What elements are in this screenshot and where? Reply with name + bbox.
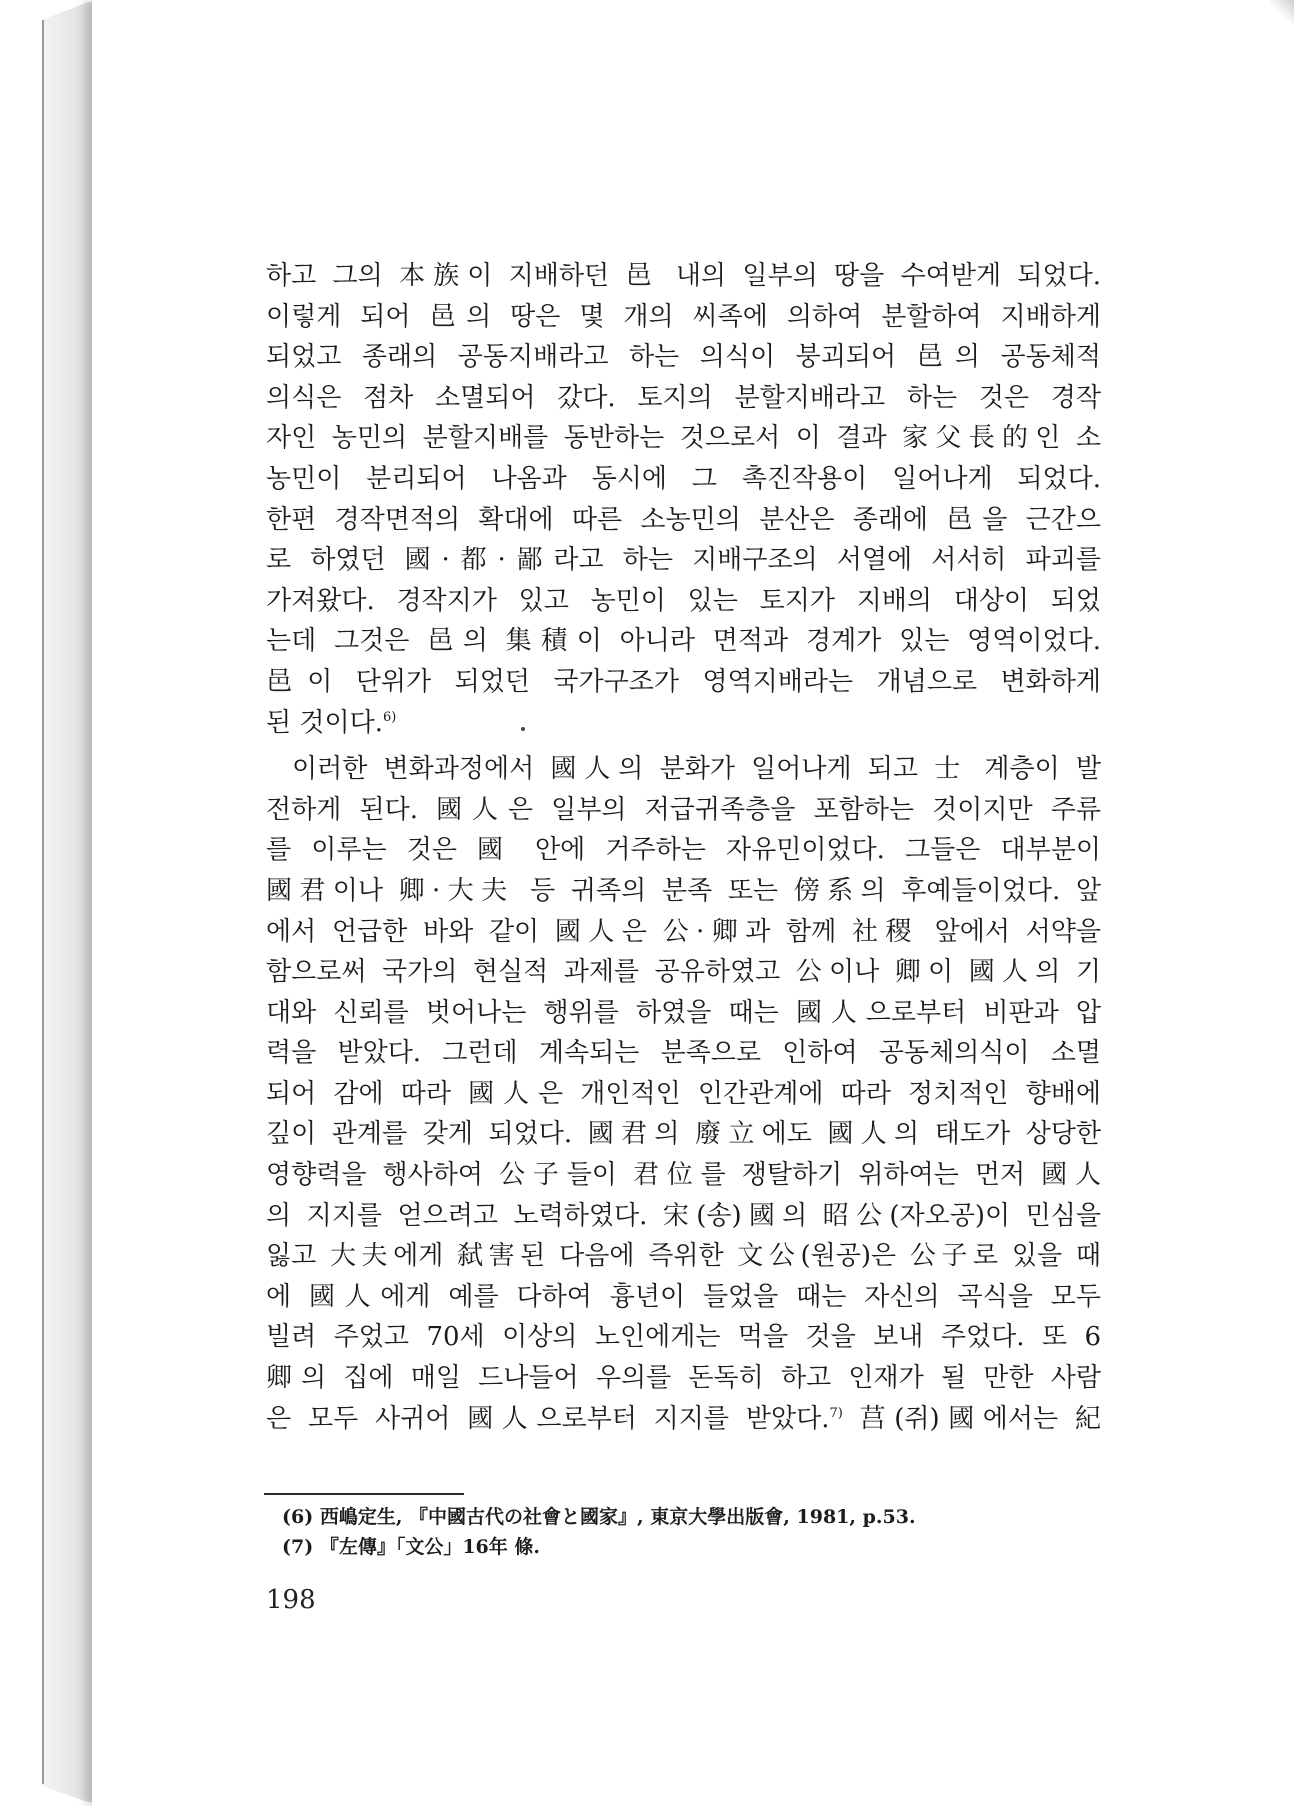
- body-line: 잃고 大夫에게 弑害된 다음에 즉위한 文公(원공)은 公子로 있을 때: [266, 1241, 1101, 1272]
- body-line-text: 된 것이다.: [266, 707, 383, 738]
- body-line: 의 지지를 얻으려고 노력하였다. 宋(송)國의 昭公(자오공)이 민심을: [266, 1200, 1101, 1231]
- page-corner: [1270, 0, 1294, 24]
- footnote: (7) 『左傳』「文公」16年 條.: [282, 1536, 540, 1558]
- body-line: 의식은 점차 소멸되어 갔다. 토지의 분할지배라고 하는 것은 경작: [266, 382, 1101, 413]
- body-line-text: 莒(쥐)國에서는 紀: [859, 1403, 1101, 1434]
- body-line: 자인 농민의 분할지배를 동반하는 것으로서 이 결과 家父長的인 소: [266, 423, 1101, 454]
- body-line-text: 은 모두 사귀어 國人으로부터 지지를 받았다.: [266, 1403, 830, 1434]
- body-line: 한편 경작면적의 확대에 따른 소농민의 분산은 종래에 邑을 근간으: [266, 504, 1101, 535]
- body-line: 이러한 변화과정에서 國人의 분화가 일어나게 되고 士 계층이 발: [292, 754, 1101, 785]
- body-line: [266, 703, 1101, 744]
- body-line: [266, 1399, 1101, 1440]
- body-line: 에서 언급한 바와 같이 國人은 公·卿과 함께 社稷 앞에서 서약을: [266, 916, 1101, 947]
- stray-dot: [521, 727, 525, 731]
- body-line: 는데 그것은 邑의 集積이 아니라 면적과 경계가 있는 영역이었다.: [266, 626, 1101, 657]
- body-line: 로 하였던 國·都·鄙라고 하는 지배구조의 서열에 서서히 파괴를: [266, 545, 1101, 576]
- body-line: 함으로써 국가의 현실적 과제를 공유하였고 公이나 卿이 國人의 기: [266, 957, 1101, 988]
- footnote-ref-7: 7): [829, 1405, 843, 1421]
- body-line: 깊이 관계를 갖게 되었다. 國君의 廢立에도 國人의 태도가 상당한: [266, 1119, 1101, 1150]
- body-line: 國君이나 卿·大夫 등 귀족의 분족 또는 傍系의 후예들이었다. 앞: [266, 875, 1101, 906]
- body-line: 되었고 종래의 공동지배라고 하는 의식이 붕괴되어 邑의 공동체적: [266, 342, 1101, 373]
- body-line: 卿의 집에 매일 드나들어 우의를 돈독히 하고 인재가 될 만한 사람: [266, 1363, 1101, 1394]
- body-line: 빌려 주었고 70세 이상의 노인에게는 먹을 것을 보내 주었다. 또 6: [266, 1322, 1101, 1353]
- body-line: 영향력을 행사하여 公子들이 君位를 쟁탈하기 위하여는 먼저 國人: [266, 1160, 1101, 1191]
- footnote-rule: [264, 1493, 464, 1495]
- body-line: 되어 감에 따라 國人은 개인적인 인간관계에 따라 정치적인 향배에: [266, 1078, 1101, 1109]
- book-spine-edge: [42, 20, 44, 1784]
- body-line: 에 國人에게 예를 다하여 흉년이 들었을 때는 자신의 곡식을 모두: [266, 1281, 1101, 1312]
- footnote-ref-6: 6): [383, 709, 397, 725]
- body-line: 하고 그의 本族이 지배하던 邑 내의 일부의 땅을 수여받게 되었다.: [266, 261, 1101, 291]
- body-text: [266, 256, 1101, 1439]
- body-line: 농민이 분리되어 나옴과 동시에 그 촉진작용이 일어나게 되었다.: [266, 463, 1101, 494]
- page-number: 198: [266, 1585, 316, 1615]
- body-line: 가져왔다. 경작지가 있고 농민이 있는 토지가 지배의 대상이 되었: [266, 585, 1101, 616]
- body-line: 력을 받았다. 그런데 계속되는 분족으로 인하여 공동체의식이 소멸: [266, 1038, 1101, 1069]
- body-line: 전하게 된다. 國人은 일부의 저급귀족층을 포함하는 것이지만 주류: [266, 794, 1101, 825]
- footnote: (6) 西嶋定生, 『中國古代の社會と國家』, 東京大學出版會, 1981, p.53.: [282, 1506, 916, 1528]
- body-line: 를 이루는 것은 國 안에 거주하는 자유민이었다. 그들은 대부분이: [266, 835, 1101, 866]
- body-line: 대와 신뢰를 벗어나는 행위를 하였을 때는 國人으로부터 비판과 압: [266, 997, 1101, 1028]
- footnotes: [282, 1502, 1082, 1562]
- body-line: 이렇게 되어 邑의 땅은 몇 개의 씨족에 의하여 분할하여 지배하게: [266, 301, 1101, 332]
- body-line: 邑이 단위가 되었던 국가구조가 영역지배라는 개념으로 변화하게: [266, 666, 1101, 697]
